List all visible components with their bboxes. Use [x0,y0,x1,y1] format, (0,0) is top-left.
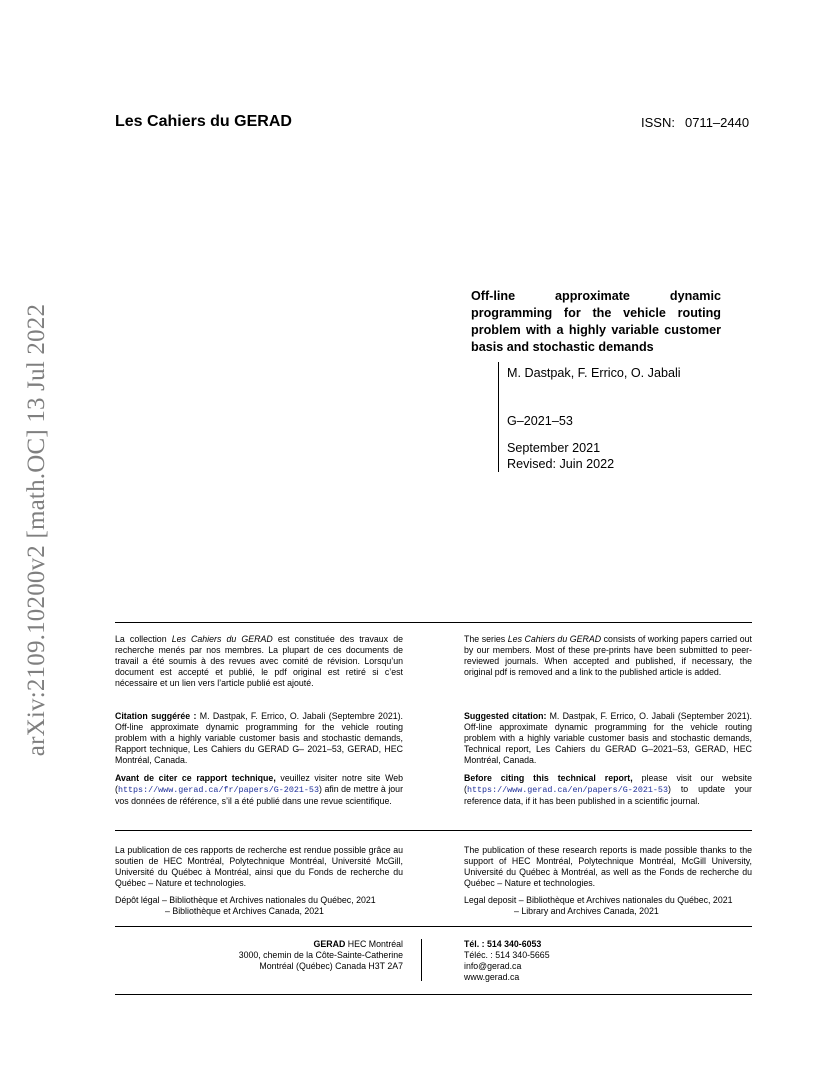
divider-top [115,622,752,623]
report-number: G–2021–53 [507,414,573,428]
divider-middle [115,830,752,831]
legal-deposit-en [464,895,752,917]
legal-deposit-en-line1: Legal deposit – Bibliothèque et Archives nationales du Québec, 2021 [464,895,733,905]
before-citing-en-pre: please visit our website ( [464,773,752,795]
funding-fr: La publication de ces rapports de recherche est rendue possible grâce au soutien de HEC Montréal, Polytechnique Montréal, Université McGill, Université du Québec à Montréal, ainsi que du Fonds de recherche du Québec – Nature et technologies. [115,845,403,889]
paper-title: Off-line approximate dynamic programming for the vehicle routing problem with a highly variable customer basis and stochastic demands [471,289,721,354]
legal-deposit-fr-line1: Dépôt légal – Bibliothèque et Archives nationales du Québec, 2021 [115,895,376,905]
before-citing-en-post: ) to update your reference data, if it has been published in a scientific journal. [464,784,752,807]
arxiv-stamp: arXiv:2109.10200v2 [math.OC] 13 Jul 2022 [23,303,50,757]
collection-en-series: Les Cahiers du GERAD [507,634,602,644]
paper-authors: M. Dastpak, F. Errico, O. Jabali [507,366,681,380]
divider-bottom [115,994,752,995]
legal-deposit-en-line2: – Library and Archives Canada, 2021 [514,906,659,917]
address-rule [421,939,422,981]
address-org-name: GERAD [313,939,346,949]
gerad-link-fr[interactable]: https://www.gerad.ca/fr/papers/G-2021-53 [117,785,319,796]
series-name: Les Cahiers du GERAD [115,113,292,130]
legal-deposit-fr [115,895,403,917]
issn [641,115,749,130]
contact-email[interactable]: info@gerad.ca [464,961,522,972]
collection-en-post: consists of working papers carried out by our members. Most of these pre-prints have been submitted to peer-reviewed journals. When accepted and published, if necessary, the original pdf is removed and a link to the published article is added. [464,634,752,678]
before-citing-en [464,773,752,807]
collection-fr [115,634,403,689]
contact-fax: Téléc. : 514 340-5665 [464,950,550,961]
contact-tel: Tél. : 514 340-6053 [464,939,542,949]
collection-en [464,634,752,678]
funding-en: The publication of these research reports is made possible thanks to the support of HEC Montréal, Polytechnique Montréal, McGill University, Université du Québec à Montréal, as well as the Fonds de recherche du Québec – Nature et technologies. [464,845,752,889]
address-org [115,939,403,950]
collection-fr-post: est constituée des travaux de recherche menés par nos membres. La plupart de ces documents de travail a été soumis à des revues avec comité de révision. Lorsqu’un document est accepté et publié, le pdf original est retiré si c’est nécessaire et un lien vers l’article publié est ajouté. [115,634,403,689]
citation-fr [115,711,403,766]
citation-en [464,711,752,766]
before-citing-fr-post: ) afin de mettre à jour vos données de référence, s’il a été publié dans une revue scientifique. [115,784,403,807]
issn-number: 0711–2440 [684,115,750,130]
postal-address [115,939,403,972]
address-org-rest: HEC Montréal [345,939,403,949]
contact-web[interactable]: www.gerad.ca [464,972,520,983]
before-citing-fr-label: Avant de citer ce rapport technique, [115,773,276,783]
collection-fr-pre: La collection [115,634,172,644]
collection-en-pre: The series [464,634,508,644]
before-citing-fr [115,773,403,807]
issn-label: ISSN: [641,115,675,130]
revision-date: Revised: Juin 2022 [507,457,615,471]
citation-fr-text: M. Dastpak, F. Errico, O. Jabali (Septembre 2021). Off-line approximate dynamic programming for the vehicle routing problem with a highly variable customer basis and stochastic demands, Rapport technique, Les Cahiers du GERAD G– 2021–53, GERAD, HEC Montréal, Canada. [115,711,403,766]
metadata-rule [498,362,499,472]
citation-en-label: Suggested citation: [464,711,547,721]
contact-info [464,939,752,983]
publication-date: September 2021 [507,441,601,455]
address-city: Montréal (Québec) Canada H3T 2A7 [259,961,403,972]
citation-fr-label: Citation suggérée : [115,711,197,721]
address-street: 3000, chemin de la Côte-Sainte-Catherine [238,950,403,961]
legal-deposit-fr-line2: – Bibliothèque et Archives Canada, 2021 [165,906,324,917]
gerad-link-en[interactable]: https://www.gerad.ca/en/papers/G-2021-53 [466,785,668,796]
before-citing-fr-pre: veuillez visiter notre site Web ( [115,773,404,795]
collection-fr-series: Les Cahiers du GERAD [171,634,273,644]
citation-en-text: M. Dastpak, F. Errico, O. Jabali (September 2021). Off-line approximate dynamic programming for the vehicle routing problem with a highly variable customer basis and stochastic demands, Technical report, Les Cahiers du GERAD G–2021–53, GERAD, HEC Montréal, Canada. [464,711,752,766]
divider-lower [115,926,752,927]
before-citing-en-label: Before citing this technical report, [464,773,633,783]
